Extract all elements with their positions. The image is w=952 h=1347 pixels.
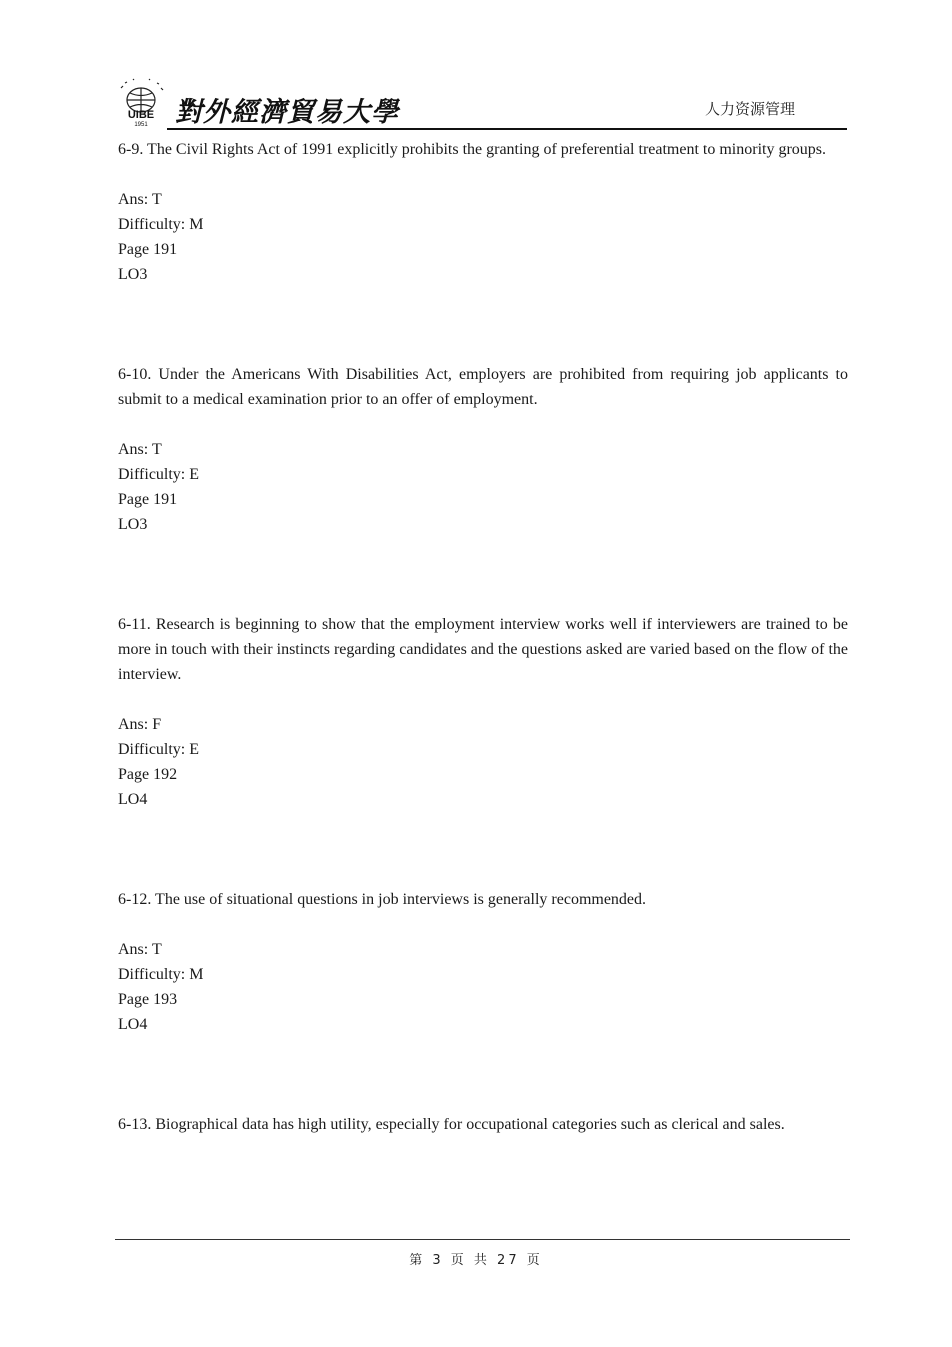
- question-meta: [118, 437, 848, 537]
- question-item: [118, 887, 848, 1037]
- question-text: 6-10. Under the Americans With Disabilities Act, employers are prohibited from requiring job applicants to submit to a medical examination prior to an offer of employment.: [118, 366, 848, 408]
- question-item: [118, 1112, 848, 1137]
- page-reference: Page 193: [118, 991, 178, 1008]
- page-reference: Page 191: [118, 241, 178, 258]
- page-header: [115, 78, 847, 130]
- page-reference: Page 192: [118, 766, 178, 783]
- question-text: 6-13. Biographical data has high utility, especially for occupational categories such as clerical and sales.: [118, 1116, 785, 1133]
- difficulty: Difficulty: E: [118, 466, 200, 483]
- university-name: 對外經濟貿易大學: [175, 97, 399, 128]
- difficulty: Difficulty: M: [118, 966, 204, 983]
- page-reference: Page 191: [118, 491, 178, 508]
- question-meta: [118, 937, 848, 1037]
- logo-year: 1951: [134, 122, 148, 128]
- footer-divider: [115, 1239, 850, 1240]
- question-meta: [118, 187, 848, 287]
- question-text: 6-9. The Civil Rights Act of 1991 explicitly prohibits the granting of preferential treatment to minority groups.: [118, 141, 827, 158]
- question-text: 6-11. Research is beginning to show that the employment interview works well if interviewers are trained to be more in touch with their instincts regarding candidates and the questions asked are varied based on the flow of the interview.: [118, 616, 849, 683]
- question-list: [118, 137, 848, 1137]
- difficulty: Difficulty: E: [118, 741, 200, 758]
- learning-objective: LO4: [118, 1016, 148, 1033]
- question-item: [118, 612, 848, 812]
- answer: Ans: T: [118, 441, 162, 458]
- difficulty: Difficulty: M: [118, 216, 204, 233]
- question-text: 6-12. The use of situational questions in job interviews is generally recommended.: [118, 891, 647, 908]
- learning-objective: LO4: [118, 791, 148, 808]
- header-divider: [167, 128, 847, 130]
- answer: Ans: T: [118, 941, 162, 958]
- logo-text: UIBE: [127, 109, 155, 121]
- question-meta: [118, 712, 848, 812]
- question-item: [118, 362, 848, 537]
- learning-objective: LO3: [118, 266, 148, 283]
- answer: Ans: T: [118, 191, 162, 208]
- learning-objective: LO3: [118, 516, 148, 533]
- page-indicator: 第 3 页 共 27 页: [409, 1253, 543, 1268]
- course-title: 人力资源管理: [704, 100, 795, 118]
- answer: Ans: F: [118, 716, 162, 733]
- university-logo: [115, 78, 167, 128]
- question-item: [118, 137, 848, 287]
